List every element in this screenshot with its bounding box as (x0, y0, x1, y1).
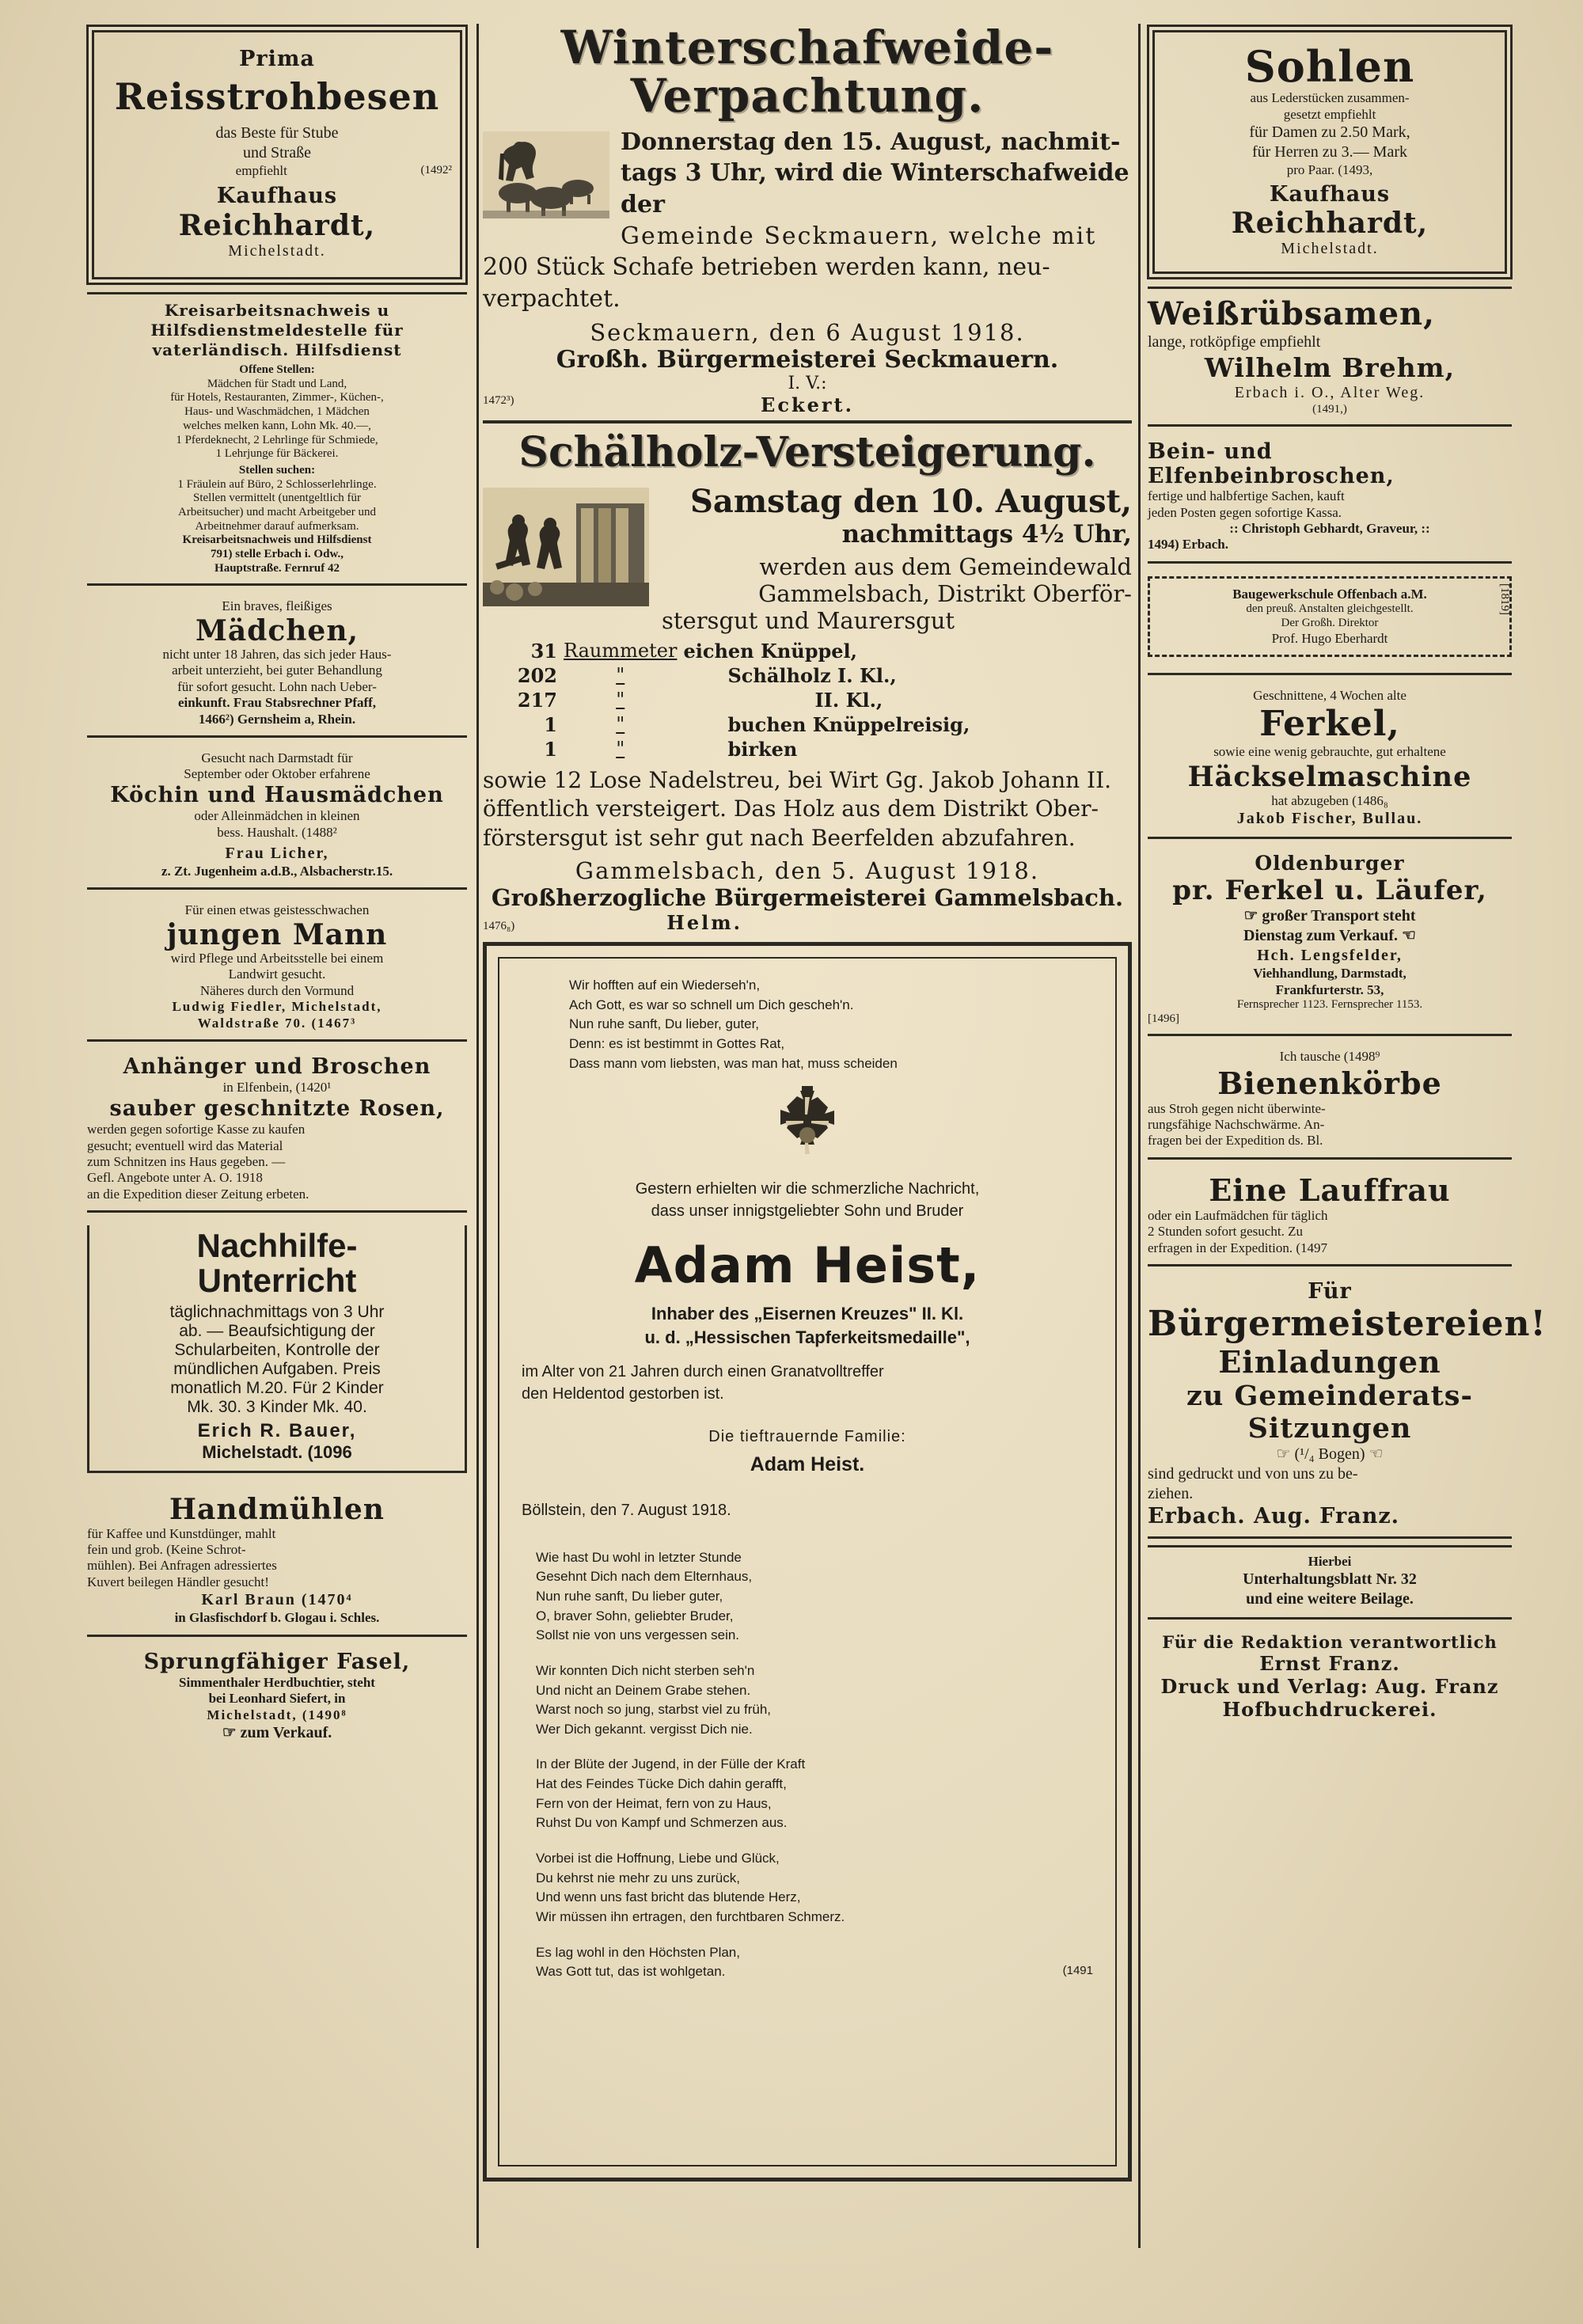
pointing-hand-icon: ☞ (1243, 907, 1258, 925)
ad-headline: Nachhilfe- (196, 1227, 358, 1265)
ad-winterschafweide (483, 21, 1132, 417)
ad-body-line: oder ein Laufmädchen für täglich (1148, 1207, 1328, 1223)
ad-body-line: Michelstadt, (1490⁸ (207, 1707, 347, 1722)
ad-headline: Reisstrohbesen (114, 75, 440, 119)
ad-headline: Köchin und Hausmädchen (110, 782, 444, 807)
notice-beilage (1148, 1545, 1512, 1620)
divider (483, 420, 1132, 423)
ad-body-line: 1 Fräulein auf Büro, 2 Schlosserlehrlinge. (177, 477, 377, 491)
ad-headline: jungen Mann (166, 917, 388, 951)
deceased-name: Adam Heist, (634, 1236, 981, 1295)
lot-description: birken (727, 737, 798, 761)
verse-stanza (536, 1943, 1093, 1982)
lot-unit: " (616, 738, 625, 761)
ad-signature: Karl Braun (1470⁴ (201, 1591, 353, 1609)
verse-line: Wir hofften auf ein Wiederseh'n, (569, 978, 761, 993)
ad-pre: Ein braves, fleißiges (222, 598, 332, 614)
ad-pre: Gesucht nach Darmstadt für (201, 750, 353, 766)
ad-body-line: förstersgut ist sehr gut nach Beerfelden abzufahren. (483, 824, 1076, 851)
ad-signature: in Glasfischdorf b. Glogau i. Schles. (174, 1610, 380, 1626)
notice-line: Unterhaltungsblatt Nr. 32 (1243, 1570, 1417, 1589)
ad-body-line: werden aus dem Gemeindewald (759, 553, 1132, 580)
ad-body-line: Donnerstag den 15. August, nachmit- (621, 127, 1121, 156)
ad-body-line: für Kaffee und Kunstdünger, mahlt (87, 1525, 276, 1541)
ad-fasel (87, 1643, 467, 1752)
ad-signature: Erbach. Aug. Franz. (1148, 1504, 1400, 1529)
verse-line: Wer Dich gekannt. vergisst Dich nie. (536, 1721, 753, 1737)
left-column (87, 24, 467, 1757)
ad-line: und Straße (242, 143, 312, 161)
ad-kreisarbeitsnachweis (87, 292, 467, 586)
ad-body-line: Kuvert beilegen Händler gesucht! (87, 1574, 269, 1589)
ad-body-line: Näheres durch den Vormund (199, 982, 355, 998)
ad-headline: Eine Lauffrau (1209, 1171, 1451, 1208)
ad-body-line: arbeit unterzieht, bei guter Behandlung (172, 663, 382, 678)
table-row (483, 737, 1132, 761)
imprint-editor: Ernst Franz. (1259, 1652, 1400, 1676)
ad-reference: 1476₈) (483, 920, 515, 933)
ad-bienenkoerbe (1148, 1042, 1512, 1160)
ad-body-line: gesucht; eventuell wird das Material (87, 1137, 283, 1153)
ad-baugewerkschule (1148, 576, 1512, 657)
ad-body-line: 1 Lehrjunge für Bäckerei. (215, 447, 339, 461)
ad-handmuehlen (87, 1487, 467, 1636)
ad-body-line: an die Expedition dieser Zeitung erbeten. (87, 1186, 309, 1202)
ad-body-line: rungsfähige Nachschwärme. An- (1148, 1117, 1325, 1133)
ad-body-line: Gemeinde Seckmauern, welche mit (621, 222, 1097, 250)
imprint-line: Druck und Verlag: Aug. Franz (1160, 1675, 1499, 1699)
obituary-family (522, 1426, 1093, 1479)
ad-body-line: 2 Stunden sofort gesucht. Zu (1148, 1224, 1303, 1240)
ad-reference: [1496] (1148, 1012, 1179, 1025)
obituary-verses (536, 1548, 1093, 1982)
ad-advertiser: Kaufhaus (1269, 181, 1391, 207)
pointing-hand-icon: ☜ (1402, 927, 1416, 945)
ad-signature: Helm. (666, 911, 743, 935)
table-row (483, 712, 1132, 737)
ad-advertiser-name: Reichhardt, (178, 208, 376, 242)
ad-office: Großh. Bürgermeisterei Seckmauern. (556, 346, 1059, 374)
ad-junger-mann (87, 896, 467, 1042)
table-row (483, 639, 1132, 663)
ad-headline-2: Einladungen (1218, 1344, 1441, 1380)
ad-advertiser-name: Reichhardt, (1231, 206, 1429, 240)
ad-reisstrohbesen (92, 30, 462, 279)
ad-signature: Michelstadt. (1096 (202, 1442, 352, 1463)
ad-elfenbeinbroschen (1148, 433, 1512, 564)
ad-pre: Ich tausche (1498⁹ (1279, 1049, 1380, 1065)
lot-quantity: 1 (544, 737, 557, 761)
ad-sub: ☞ (¹/₄ Bogen) ☜ (1276, 1445, 1384, 1464)
ad-headline: pr. Ferkel u. Läufer, (1172, 875, 1487, 907)
table-row (483, 663, 1132, 688)
ad-time-line: nachmittags 4½ Uhr, (841, 519, 1132, 549)
ad-body-line: öffentlich versteigert. Das Holz aus dem Distrikt Ober- (483, 796, 1099, 822)
verse-line: Fern von der Heimat, fern von zu Haus, (536, 1795, 772, 1811)
ad-body-line: aus Stroh gegen nicht überwinte- (1148, 1100, 1326, 1116)
verse-line: Gesehnt Dich nach dem Elternhaus, (536, 1569, 753, 1585)
lot-description: eichen Knüppel, (683, 639, 858, 663)
ad-headline-2: Unterricht (197, 1262, 357, 1300)
verse-line: Vorbei ist die Hoffnung, Liebe und Glück, (536, 1851, 780, 1866)
lot-quantity: 1 (544, 712, 557, 736)
ad-koechin (87, 744, 467, 890)
family-name: Adam Heist. (750, 1452, 865, 1475)
ad-advertiser-name: Wilhelm Brehm, (1204, 352, 1456, 384)
verse-line: Was Gott tut, das ist wohlgetan. (536, 1964, 726, 1980)
pointing-hand-icon: ☞ (222, 1724, 237, 1742)
ad-date-line: Samstag den 10. August, (690, 482, 1132, 520)
ad-anhaenger-broschen (87, 1048, 467, 1213)
pointing-hand-icon: ☞ (1276, 1445, 1291, 1464)
ad-body-line: Stellen vermittelt (unentgeltlich für (192, 492, 362, 505)
ad-reference: (1491,) (1312, 403, 1347, 416)
ad-headline-2: Verpachtung. (630, 68, 985, 123)
ad-signature: Waldstraße 70. (1467³ (197, 1015, 357, 1031)
ad-headline: Sohlen (1244, 41, 1415, 92)
pointing-hand-icon: ☜ (1369, 1445, 1384, 1464)
ad-body-line: lange, rotköpfige empfiehlt (1148, 333, 1321, 351)
ad-reference: (1492² (420, 163, 452, 177)
verse-line: Dass mann vom liebsten, was man hat, muss scheiden (569, 1055, 898, 1071)
ad-body-line: fein und grob. (Keine Schrot- (87, 1542, 246, 1558)
verse-line: Denn: es ist bestimmt in Gottes Rat, (569, 1036, 785, 1052)
right-column (1148, 24, 1547, 1735)
ad-body-line: mühlen). Bei Anfragen adressiertes (87, 1558, 277, 1574)
ad-body-line: bess. Haushalt. (1488² (217, 824, 337, 840)
ad-headline-3: zu Gemeinderats- (1186, 1380, 1473, 1413)
ad-headline-2: Häckselmaschine (1187, 760, 1472, 793)
notice-line: Hierbei (1308, 1554, 1352, 1570)
obituary-verse-top (569, 976, 1093, 1073)
obituary-lead-line: Gestern erhielten wir die schmerzliche Nachricht, (635, 1180, 980, 1198)
ad-body-line: einkunft. Frau Stabsrechner Pfaff, (177, 695, 377, 711)
imprint-line: Hofbuchdruckerei. (1222, 1698, 1437, 1722)
ad-price-line: für Herren zu 3.— Mark (1251, 143, 1408, 161)
ad-reference: 1472³) (483, 394, 514, 408)
ad-subhead: Offene Stellen: (239, 363, 315, 377)
lot-unit: " (616, 713, 625, 736)
ad-body-line: jeden Posten gegen sofortige Kassa. (1148, 504, 1342, 520)
column-divider-right (1138, 24, 1141, 2248)
ad-headline: Sprungfähiger Fasel, (143, 1649, 411, 1674)
iron-cross-icon (773, 1086, 841, 1165)
ad-body-line: tags 3 Uhr, wird die Winterschafweide der (621, 159, 1129, 218)
lot-unit: " (616, 664, 625, 687)
notice-line: und eine weitere Beilage. (1246, 1590, 1414, 1608)
ad-body-line: täglichnachmittags von 3 Uhr (169, 1303, 385, 1322)
ad-body-line: ab. — Beaufsichtigung der (179, 1322, 375, 1341)
ad-body-line: wird Pflege und Arbeitsstelle bei einem (170, 951, 384, 966)
ad-body-line: stersgut und Maurersgut (662, 606, 955, 634)
verse-line: Ruhst Du von Kampf und Schmerzen aus. (536, 1815, 788, 1831)
verse-line: Du kehrst nie mehr zu uns zurück, (536, 1870, 740, 1885)
sheep-woodcut-icon (483, 131, 609, 218)
ad-pre: Oldenburger (1255, 852, 1405, 875)
obituary-notice (483, 942, 1132, 2182)
verse-line: Wir müssen ihn ertragen, den furchtbaren Schmerz. (536, 1908, 845, 1924)
obituary-lead (522, 1178, 1093, 1222)
obituary-inner-frame (498, 957, 1117, 2166)
imprint-line: Für die Redaktion verantwortlich (1162, 1632, 1498, 1653)
ad-body-line: oder Alleinmädchen in kleinen (194, 808, 360, 824)
ad-headline: Mädchen, (195, 613, 359, 647)
ad-place-date: Seckmauern, den 6 August 1918. (590, 319, 1025, 347)
ad-signature: 1494) Erbach. (1148, 537, 1228, 553)
ad-body-line: Arbeitsucher) und macht Arbeitgeber und (178, 505, 376, 518)
ad-body-line: pro Paar. (1493, (1286, 162, 1373, 178)
verse-stanza (536, 1661, 1093, 1740)
ad-line: Prima (239, 47, 315, 71)
ad-body-line: Hauptstraße. Fernruf 42 (214, 561, 340, 575)
ad-advertiser: Kaufhaus (216, 184, 338, 209)
verse-line: O, braver Sohn, geliebter Bruder, (536, 1608, 734, 1623)
verse-line: Wir konnten Dich nicht sterben seh'n (536, 1662, 755, 1678)
ad-body-line: Kreisarbeitsnachweis und Hilfsdienst (182, 534, 372, 547)
ad-title-line: Hilfsdienstmeldestelle für (150, 321, 404, 340)
ad-city: Michelstadt. (1281, 240, 1379, 258)
ad-sub: in Elfenbein, (1420¹ (222, 1080, 332, 1096)
verse-line: Ach Gott, es war so schnell um Dich gescheh'n. (569, 997, 854, 1012)
ad-signature: Ludwig Fiedler, Michelstadt, (172, 999, 382, 1015)
ad-body-line: für Hotels, Restauranten, Zimmer-, Küchen-, (170, 391, 384, 404)
verse-line: Es lag wohl in den Höchsten Plan, (536, 1944, 740, 1960)
ad-signature: Frankfurterstr. 53, (1275, 982, 1384, 997)
ad-body-line: ziehen. (1148, 1485, 1194, 1503)
deceased-titles (522, 1302, 1093, 1349)
obituary-body (522, 1361, 1093, 1405)
ad-signature: z. Zt. Jugenheim a.d.B., Alsbacherstr.15. (161, 864, 393, 879)
ad-price-line: für Damen zu 2.50 Mark, (1249, 123, 1410, 142)
school-director: Prof. Hugo Eberhardt (1271, 630, 1388, 646)
ad-body-line: erfragen in der Expedition. (1497 (1148, 1240, 1328, 1255)
ad-sohlen (1152, 30, 1507, 274)
obituary-body-line: im Alter von 21 Jahren durch einen Granatvolltreffer (522, 1362, 884, 1380)
obituary-lead-line: dass unser innigstgeliebter Sohn und Bruder (651, 1202, 964, 1221)
verse-line: Sollst nie von uns vergessen sein. (536, 1627, 740, 1643)
ad-pre: Für einen etwas geistesschwachen (184, 902, 370, 918)
ad-tail: ☞ zum Verkauf. (222, 1724, 332, 1742)
ad-headline: Handmühlen (169, 1493, 385, 1527)
ad-signature: Erich R. Bauer, (197, 1420, 357, 1442)
lot-description: buchen Knüppelreisig, (727, 712, 970, 736)
ad-iv: I. V.: (788, 374, 827, 394)
ad-reference: (1491 (1062, 1964, 1093, 1978)
ad-body-line: Gefl. Angebote unter A. O. 1918 (87, 1170, 263, 1186)
ad-body-line: für sofort gesucht. Lohn nach Ueber- (177, 678, 377, 694)
ad-body-line: ☞ großer Transport steht (1243, 907, 1416, 925)
ad-body-line: bei Leonhard Siefert, in (208, 1691, 346, 1707)
ad-signature: Viehhandlung, Darmstadt, (1253, 966, 1406, 982)
ad-maedchen (87, 592, 467, 738)
ad-city: Michelstadt. (228, 242, 326, 260)
ad-body-line: zum Schnitzen ins Haus gegeben. — (87, 1154, 286, 1169)
imprint (1148, 1626, 1512, 1729)
family-label: Die tieftrauernde Familie: (708, 1427, 906, 1445)
verse-line: In der Blüte der Jugend, in der Fülle der Kraft (536, 1756, 806, 1772)
newspaper-page (87, 21, 1547, 2280)
lot-quantity: 202 (517, 663, 557, 687)
ad-headline-2: sauber geschnitzte Rosen, (109, 1096, 445, 1121)
ad-body-line: Schularbeiten, Kontrolle der (174, 1341, 380, 1360)
ad-body-line: fertige und halbfertige Sachen, kauft (1148, 488, 1345, 504)
ad-body-line: Dienstag zum Verkauf. ☜ (1243, 927, 1416, 945)
obituary-place-date: Böllstein, den 7. August 1918. (522, 1501, 731, 1519)
verse-stanza (536, 1755, 1093, 1833)
title-line: Inhaber des „Eisernen Kreuzes" II. Kl. (651, 1304, 964, 1324)
ad-body-line: 1466²) Gernsheim a, Rhein. (198, 711, 356, 727)
ad-body-line: 200 Stück Schafe betrieben werden kann, neu- (483, 253, 1050, 282)
ad-headline: Schälholz-Versteigerung. (518, 428, 1096, 477)
title-line: u. d. „Hessischen Tapferkeitsmedaille", (644, 1327, 970, 1347)
ad-body-line: Simmenthaler Herdbuchtier, steht (179, 1675, 375, 1691)
ad-headline: Bienenkörbe (1217, 1065, 1442, 1101)
school-director-label: Der Großh. Direktor (1281, 616, 1379, 629)
ad-body-line: werden gegen sofortige Kasse zu kaufen (87, 1122, 306, 1137)
lot-table (483, 639, 1132, 761)
table-row (483, 688, 1132, 712)
verse-line: Hat des Feindes Tücke Dich dahin gerafft, (536, 1776, 787, 1792)
ad-line: das Beste für Stube (215, 123, 339, 142)
school-note: den preuß. Anstalten gleichgestellt. (1246, 602, 1414, 616)
ad-title-line: vaterländisch. Hilfsdienst (152, 340, 402, 360)
ad-headline: Ferkel, (1259, 704, 1400, 745)
ad-signature: :: Christoph Gebhardt, Graveur, :: (1229, 521, 1430, 537)
lot-description: II. Kl., (814, 688, 883, 712)
lot-unit: " (616, 689, 625, 712)
ad-ferkel (1148, 682, 1512, 839)
ad-headline-4: Sitzungen (1247, 1412, 1412, 1445)
ad-body-line: Haus- und Waschmädchen, 1 Mädchen (184, 405, 370, 419)
school-name: Baugewerkschule Offenbach a.M. (1232, 586, 1427, 602)
ad-body-line: mündlichen Aufgaben. Preis (173, 1360, 381, 1379)
ad-body-line: Landwirt gesucht. (228, 966, 326, 982)
ad-body-line: sowie eine wenig gebrauchte, gut erhaltene (1213, 744, 1446, 760)
ad-pre: Geschnittene, 4 Wochen alte (1253, 687, 1406, 703)
verse-stanza (536, 1849, 1093, 1927)
column-divider-left (476, 24, 479, 2248)
ad-schaelholz (483, 428, 1132, 935)
ad-headline: Winterschafweide- (560, 21, 1054, 74)
ad-buergermeistereien (1148, 1273, 1547, 1539)
ad-place-date: Gammelsbach, den 5. August 1918. (575, 857, 1040, 885)
ad-headline: Anhänger und Broschen (123, 1054, 431, 1080)
ad-baugewerkschule-wrap (1148, 570, 1512, 675)
verse-stanza (536, 1548, 1093, 1646)
verse-line: Und nicht an Deinem Grabe stehen. (536, 1682, 751, 1698)
ad-signature: Eckert. (761, 393, 854, 417)
ad-headline: Weißrübsamen, (1148, 295, 1436, 333)
ad-body-line: Mk. 30. 3 Kinder Mk. 40. (187, 1398, 367, 1417)
ad-oldenburger-ferkel (1148, 845, 1512, 1036)
ad-body-line: aus Lederstücken zusammen- (1250, 90, 1410, 106)
woodcutters-woodcut-icon (483, 488, 649, 606)
ad-signature: Hch. Lengsfelder, (1257, 947, 1403, 965)
ad-lauffrau (1148, 1166, 1512, 1266)
ad-weissruebsamen (1148, 287, 1512, 427)
lot-unit: Raummeter (564, 640, 678, 663)
ad-headline: Bein- und Elfenbeinbroschen, (1148, 439, 1395, 489)
ad-body-line: welches melken kann, Lohn Mk. 40.—, (183, 419, 371, 432)
lot-quantity: 31 (530, 639, 557, 663)
ad-signature: Jakob Fischer, Bullau. (1236, 810, 1423, 828)
ad-body-line: monatlich M.20. Für 2 Kinder (170, 1379, 384, 1398)
ad-title-line: Kreisarbeitsnachweis u (164, 301, 390, 321)
ad-line: empfiehlt (1492² (235, 162, 452, 178)
verse-line: Wie hast Du wohl in letzter Stunde (536, 1549, 742, 1565)
ad-body-line: sind gedruckt und von uns zu be- (1148, 1465, 1358, 1483)
ad-body-line: nicht unter 18 Jahren, das sich jeder Haus- (162, 647, 392, 663)
ad-signature: Frau Licher, (225, 845, 329, 862)
lot-quantity: 217 (517, 688, 557, 712)
ad-phone: Fernsprecher 1123. Fernsprecher 1153. (1236, 997, 1423, 1011)
obituary-body-line: den Heldentod gestorben ist. (522, 1384, 724, 1403)
ad-pre: September oder Oktober erfahrene (184, 766, 370, 782)
ad-body-line: gesetzt empfiehlt (1283, 106, 1376, 122)
lot-description: Schälholz I. Kl., (727, 663, 897, 687)
ad-body-line: 791) stelle Erbach i. Odw., (211, 548, 344, 561)
verse-line: Und wenn uns fast bricht das blutende Herz, (536, 1889, 801, 1905)
ad-headline: Bürgermeistereien! (1148, 1304, 1547, 1345)
ad-nachhilfe (87, 1219, 467, 1481)
ad-pre: Für (1308, 1279, 1352, 1304)
ad-body-line: Gammelsbach, Distrikt Oberför- (758, 579, 1132, 607)
verse-line: Nun ruhe sanft, Du lieber, guter, (569, 1016, 760, 1032)
ad-body-line: 1 Pferdeknecht, 2 Lehrlinge für Schmiede, (176, 433, 378, 446)
ad-body-line: Arbeitnehmer darauf aufmerksam. (195, 519, 359, 533)
ad-body-line: fragen bei der Expedition ds. Bl. (1148, 1133, 1323, 1149)
ad-body-line: Mädchen für Stadt und Land, (207, 377, 347, 390)
verse-line: Nun ruhe sanft, Du lieber guter, (536, 1588, 723, 1604)
verse-line: Warst noch so jung, starbst viel zu früh, (536, 1702, 771, 1718)
ad-subhead: Stellen suchen: (238, 463, 316, 477)
ad-city: Erbach i. O., Alter Weg. (1234, 384, 1425, 402)
ad-reference: [1819] (1498, 583, 1511, 615)
ad-body-line: verpachtet. (483, 284, 621, 313)
ad-body-line: hat abzugeben (1486₈ (1271, 792, 1388, 808)
middle-column (483, 21, 1132, 2182)
ad-office: Großherzogliche Bürgermeisterei Gammelsbach. (491, 884, 1124, 912)
ad-body-line: sowie 12 Lose Nadelstreu, bei Wirt Gg. Jakob Johann II. (483, 766, 1112, 793)
